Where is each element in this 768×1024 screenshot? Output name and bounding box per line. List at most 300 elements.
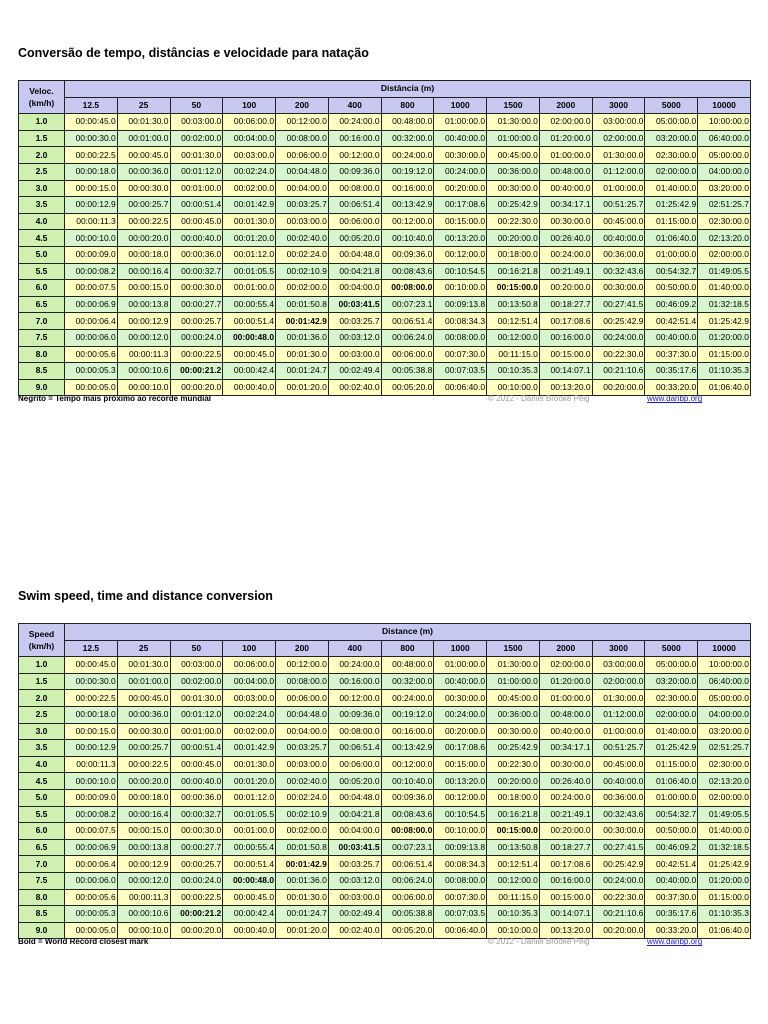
time-cell: 00:10:54.5 [434,263,487,280]
time-cell: 00:00:27.7 [170,839,223,856]
time-cell: 02:00:00.0 [698,246,751,263]
time-cell: 01:25:42.9 [698,856,751,873]
time-cell: 00:05:20.0 [328,773,381,790]
table-row [19,806,751,823]
time-cell: 00:00:08.2 [65,263,118,280]
time-cell: 01:12:00.0 [592,706,645,723]
time-cell: 00:50:00.0 [645,280,698,297]
time-cell: 00:00:16.4 [117,263,170,280]
time-cell: 00:00:36.0 [117,163,170,180]
time-cell: 00:05:20.0 [381,922,434,939]
table-row [19,379,751,396]
time-cell: 00:32:43.6 [592,806,645,823]
time-cell: 00:03:12.0 [328,329,381,346]
time-cell: 00:00:30.0 [117,723,170,740]
time-cell: 00:01:05.5 [223,263,276,280]
time-cell: 00:04:21.8 [328,263,381,280]
time-cell: 00:08:00.0 [328,180,381,197]
time-cell: 01:20:00.0 [539,673,592,690]
time-cell: 00:00:20.0 [117,773,170,790]
time-cell: 03:00:00.0 [592,657,645,674]
time-cell: 00:01:00.0 [170,180,223,197]
time-cell: 00:03:25.7 [328,856,381,873]
time-cell: 00:00:16.4 [117,806,170,823]
time-cell: 00:25:42.9 [487,197,540,214]
time-cell: 00:26:40.0 [539,230,592,247]
time-cell: 01:49:05.5 [698,263,751,280]
time-cell: 00:00:51.4 [223,856,276,873]
time-cell: 00:22:30.0 [487,756,540,773]
speed-cell: 8.5 [19,906,65,923]
time-cell: 05:00:00.0 [645,114,698,131]
time-cell: 00:00:06.9 [65,839,118,856]
time-cell: 01:30:00.0 [487,657,540,674]
time-cell: 00:03:25.7 [276,740,329,757]
time-cell: 00:05:20.0 [381,379,434,396]
speed-cell: 5.5 [19,806,65,823]
time-cell: 00:40:00.0 [539,180,592,197]
distance-header-cell: 50 [170,640,223,657]
time-cell: 00:06:51.4 [381,313,434,330]
table-row [19,296,751,313]
time-cell: 00:24:00.0 [381,147,434,164]
time-cell: 00:00:24.0 [170,329,223,346]
distance-header-cell: 25 [117,97,170,114]
copyright-text: © 2012 - Daniel Brooke Peig [488,937,590,947]
time-cell: 00:00:11.3 [117,889,170,906]
time-cell: 03:20:00.0 [645,130,698,147]
time-cell: 00:22:30.0 [592,346,645,363]
time-cell: 00:16:21.8 [487,263,540,280]
time-cell: 00:25:42.9 [592,313,645,330]
distance-header-cell: 1000 [434,640,487,657]
time-cell: 00:00:12.0 [117,872,170,889]
time-cell: 01:40:00.0 [645,723,698,740]
time-cell: 00:05:38.8 [381,363,434,380]
time-cell: 00:06:00.0 [381,889,434,906]
time-cell: 00:06:00.0 [223,657,276,674]
speed-cell: 2.5 [19,706,65,723]
table-row [19,889,751,906]
time-cell: 04:00:00.0 [698,163,751,180]
time-cell: 00:45:00.0 [592,213,645,230]
time-cell: 00:00:51.4 [170,740,223,757]
time-cell: 01:10:35.3 [698,363,751,380]
time-cell: 03:20:00.0 [698,180,751,197]
time-cell: 00:00:42.4 [223,363,276,380]
time-cell: 00:46:09.2 [645,296,698,313]
time-cell: 00:33:20.0 [645,379,698,396]
time-cell: 00:00:22.5 [117,756,170,773]
speed-cell: 7.0 [19,856,65,873]
time-cell: 00:07:03.5 [434,363,487,380]
speed-cell: 5.0 [19,789,65,806]
table-row [19,363,751,380]
speed-cell: 6.5 [19,296,65,313]
time-cell: 00:15:00.0 [434,756,487,773]
time-cell: 00:20:00.0 [487,773,540,790]
time-cell: 00:06:51.4 [328,740,381,757]
time-cell: 00:00:36.0 [117,706,170,723]
time-cell: 00:42:51.4 [645,856,698,873]
time-cell: 00:17:08.6 [434,197,487,214]
time-cell: 01:25:42.9 [698,313,751,330]
time-cell: 00:01:42.9 [276,313,329,330]
time-cell: 00:00:06.4 [65,856,118,873]
time-cell: 01:20:00.0 [698,329,751,346]
speed-cell: 6.0 [19,280,65,297]
time-cell: 00:03:00.0 [223,690,276,707]
time-cell: 00:10:40.0 [381,230,434,247]
time-cell: 00:06:51.4 [381,856,434,873]
time-cell: 00:06:51.4 [328,197,381,214]
time-cell: 00:34:17.1 [539,740,592,757]
table-row [19,246,751,263]
time-cell: 00:08:43.6 [381,263,434,280]
time-cell: 00:04:48.0 [276,163,329,180]
time-cell: 00:00:51.4 [170,197,223,214]
time-cell: 00:10:40.0 [381,773,434,790]
time-cell: 00:17:08.6 [539,313,592,330]
time-cell: 00:40:00.0 [645,329,698,346]
time-cell: 00:27:41.5 [592,839,645,856]
time-cell: 00:02:40.0 [328,922,381,939]
time-cell: 00:27:41.5 [592,296,645,313]
speed-cell: 1.0 [19,114,65,131]
time-cell: 00:02:10.9 [276,806,329,823]
time-cell: 00:34:17.1 [539,197,592,214]
time-cell: 00:30:00.0 [539,213,592,230]
speed-cell: 7.5 [19,329,65,346]
time-cell: 00:04:21.8 [328,806,381,823]
time-cell: 10:00:00.0 [698,657,751,674]
time-cell: 00:01:20.0 [223,230,276,247]
time-cell: 06:40:00.0 [698,673,751,690]
time-cell: 00:10:54.5 [434,806,487,823]
time-cell: 00:24:00.0 [539,246,592,263]
time-cell: 00:24:00.0 [434,706,487,723]
time-cell: 00:06:00.0 [328,213,381,230]
time-cell: 00:00:22.5 [65,690,118,707]
distance-header-cell: 200 [276,640,329,657]
distance-header-cell: 10000 [698,640,751,657]
time-cell: 00:10:00.0 [434,280,487,297]
time-cell: 00:00:15.0 [117,823,170,840]
time-cell: 00:00:22.5 [170,346,223,363]
time-cell: 00:07:23.1 [381,839,434,856]
time-cell: 00:26:40.0 [539,773,592,790]
time-cell: 01:00:00.0 [487,130,540,147]
time-cell: 00:04:00.0 [223,673,276,690]
distance-header-cell: 200 [276,97,329,114]
time-cell: 00:12:00.0 [487,872,540,889]
speed-cell: 5.0 [19,246,65,263]
time-cell: 02:30:00.0 [645,147,698,164]
time-cell: 00:40:00.0 [434,673,487,690]
time-cell: 00:13:42.9 [381,197,434,214]
time-cell: 03:00:00.0 [592,114,645,131]
time-cell: 01:06:40.0 [645,773,698,790]
time-cell: 00:00:18.0 [65,706,118,723]
distance-header-cell: 2000 [539,97,592,114]
distance-header-cell: 800 [381,97,434,114]
time-cell: 00:00:05.0 [65,922,118,939]
time-cell: 00:40:00.0 [539,723,592,740]
time-cell: 00:40:00.0 [434,130,487,147]
time-cell: 00:02:40.0 [276,230,329,247]
time-cell: 01:40:00.0 [698,823,751,840]
time-cell: 00:07:23.1 [381,296,434,313]
time-cell: 00:03:41.5 [328,296,381,313]
time-cell: 00:36:00.0 [487,163,540,180]
speed-cell: 3.0 [19,723,65,740]
table-row [19,823,751,840]
time-cell: 06:40:00.0 [698,130,751,147]
time-cell: 00:40:00.0 [592,773,645,790]
time-cell: 00:24:00.0 [434,163,487,180]
time-cell: 00:15:00.0 [434,213,487,230]
time-cell: 00:15:00.0 [487,280,540,297]
time-cell: 00:04:48.0 [328,789,381,806]
time-cell: 00:00:11.3 [65,213,118,230]
time-cell: 00:11:15.0 [487,346,540,363]
time-cell: 00:01:12.0 [170,706,223,723]
time-cell: 00:04:00.0 [328,823,381,840]
time-cell: 00:00:22.5 [170,889,223,906]
section-portuguese [18,46,751,408]
time-cell: 00:02:00.0 [170,673,223,690]
time-cell: 00:02:40.0 [276,773,329,790]
table-row [19,740,751,757]
table-row [19,130,751,147]
time-cell: 00:54:32.7 [645,806,698,823]
table-footer [18,939,751,951]
time-cell: 00:25:42.9 [592,856,645,873]
time-cell: 00:24:00.0 [328,657,381,674]
time-cell: 00:01:30.0 [117,114,170,131]
time-cell: 00:30:00.0 [434,147,487,164]
time-cell: 01:15:00.0 [645,756,698,773]
table-row [19,147,751,164]
time-cell: 02:51:25.7 [698,197,751,214]
table-row [19,313,751,330]
time-cell: 00:00:10.6 [117,363,170,380]
table-row [19,197,751,214]
time-cell: 05:00:00.0 [698,147,751,164]
time-cell: 01:15:00.0 [698,346,751,363]
time-cell: 00:09:36.0 [381,789,434,806]
time-cell: 00:08:00.0 [276,130,329,147]
time-cell: 00:00:12.9 [65,197,118,214]
website-link[interactable]: www.danbp.org [647,937,703,947]
time-cell: 00:48:00.0 [381,657,434,674]
time-cell: 00:00:11.3 [117,346,170,363]
table-row [19,756,751,773]
time-cell: 00:02:10.9 [276,263,329,280]
time-cell: 00:10:35.3 [487,363,540,380]
speed-cell: 8.0 [19,889,65,906]
time-cell: 00:00:05.3 [65,906,118,923]
time-cell: 00:30:00.0 [487,180,540,197]
page-title: Conversão de tempo, distâncias e velocidade para natação [18,46,369,60]
time-cell: 00:50:00.0 [645,823,698,840]
distance-header-cell: 3000 [592,640,645,657]
time-cell: 00:15:00.0 [539,889,592,906]
speed-header-line2: (km/h) [28,641,55,652]
time-cell: 00:01:42.9 [223,740,276,757]
time-cell: 00:24:00.0 [539,789,592,806]
time-cell: 00:00:25.7 [170,313,223,330]
time-cell: 00:06:00.0 [328,756,381,773]
time-cell: 00:00:40.0 [170,773,223,790]
speed-cell: 4.0 [19,756,65,773]
speed-cell: 7.5 [19,872,65,889]
conversion-table [18,80,751,396]
time-cell: 00:00:30.0 [65,673,118,690]
time-cell: 00:10:00.0 [487,922,540,939]
time-cell: 00:01:50.8 [276,839,329,856]
time-cell: 00:00:10.0 [65,230,118,247]
time-cell: 00:08:00.0 [381,823,434,840]
time-cell: 00:01:30.0 [223,756,276,773]
time-cell: 00:00:45.0 [170,756,223,773]
time-cell: 00:16:21.8 [487,806,540,823]
time-cell: 01:00:00.0 [434,114,487,131]
time-cell: 00:12:00.0 [487,329,540,346]
time-cell: 00:08:00.0 [276,673,329,690]
time-cell: 00:00:09.0 [65,246,118,263]
distance-header-cell: 50 [170,97,223,114]
table-row [19,789,751,806]
time-cell: 00:04:00.0 [223,130,276,147]
time-cell: 00:09:13.8 [434,296,487,313]
time-cell: 00:08:34.3 [434,856,487,873]
time-cell: 00:01:30.0 [170,690,223,707]
speed-cell: 2.0 [19,147,65,164]
time-cell: 02:00:00.0 [698,789,751,806]
table-row [19,329,751,346]
time-cell: 00:32:43.6 [592,263,645,280]
time-cell: 00:00:32.7 [170,263,223,280]
speed-header-line1: Veloc. [29,86,54,97]
time-cell: 01:30:00.0 [487,114,540,131]
copyright-text: © 2012 - Daniel Brooke Peig [488,394,590,404]
time-cell: 00:07:03.5 [434,906,487,923]
time-cell: 00:54:32.7 [645,263,698,280]
page-title: Swim speed, time and distance conversion [18,589,273,603]
time-cell: 00:20:00.0 [539,280,592,297]
time-cell: 00:12:00.0 [434,246,487,263]
time-cell: 00:13:20.0 [539,379,592,396]
time-cell: 00:03:00.0 [170,114,223,131]
distance-header-cell: 5000 [645,97,698,114]
time-cell: 00:03:25.7 [328,313,381,330]
table-row [19,346,751,363]
time-cell: 00:45:00.0 [487,690,540,707]
time-cell: 00:03:00.0 [170,657,223,674]
time-cell: 00:00:06.4 [65,313,118,330]
speed-cell: 8.5 [19,363,65,380]
time-cell: 00:04:00.0 [276,180,329,197]
speed-header-line1: Speed [28,629,55,640]
time-cell: 00:01:12.0 [223,789,276,806]
time-cell: 00:00:45.0 [117,690,170,707]
time-cell: 00:00:13.8 [117,296,170,313]
time-cell: 00:12:00.0 [381,213,434,230]
time-cell: 00:20:00.0 [434,180,487,197]
time-cell: 00:35:17.6 [645,363,698,380]
time-cell: 00:06:40.0 [434,379,487,396]
distance-header: Distance (m) [65,624,751,641]
time-cell: 00:02:24.0 [223,163,276,180]
speed-cell: 1.5 [19,130,65,147]
speed-cell: 3.5 [19,740,65,757]
distance-header-cell: 3000 [592,97,645,114]
time-cell: 01:40:00.0 [645,180,698,197]
time-cell: 00:19:12.0 [381,706,434,723]
time-cell: 00:00:45.0 [117,147,170,164]
website-link[interactable]: www.danbp.org [647,394,703,404]
time-cell: 00:40:00.0 [592,230,645,247]
time-cell: 00:03:00.0 [223,147,276,164]
time-cell: 00:00:27.7 [170,296,223,313]
time-cell: 03:20:00.0 [698,723,751,740]
time-cell: 01:20:00.0 [539,130,592,147]
time-cell: 00:22:30.0 [592,889,645,906]
time-cell: 00:20:00.0 [592,922,645,939]
time-cell: 00:03:00.0 [276,756,329,773]
time-cell: 00:06:00.0 [276,147,329,164]
time-cell: 00:00:55.4 [223,296,276,313]
time-cell: 00:30:00.0 [592,280,645,297]
time-cell: 00:20:00.0 [539,823,592,840]
time-cell: 00:21:10.6 [592,906,645,923]
time-cell: 00:01:12.0 [170,163,223,180]
table-row [19,773,751,790]
time-cell: 00:00:45.0 [170,213,223,230]
time-cell: 02:00:00.0 [539,657,592,674]
time-cell: 00:14:07.1 [539,906,592,923]
time-cell: 00:17:08.6 [539,856,592,873]
time-cell: 00:33:20.0 [645,922,698,939]
time-cell: 00:00:09.0 [65,789,118,806]
table-row [19,922,751,939]
speed-cell: 9.0 [19,922,65,939]
time-cell: 00:00:10.0 [65,773,118,790]
time-cell: 00:02:00.0 [170,130,223,147]
time-cell: 00:09:36.0 [328,706,381,723]
time-cell: 00:00:36.0 [170,246,223,263]
time-cell: 01:06:40.0 [645,230,698,247]
time-cell: 00:00:21.2 [170,906,223,923]
time-cell: 01:30:00.0 [592,147,645,164]
distance-header-cell: 100 [223,640,276,657]
time-cell: 00:06:24.0 [381,872,434,889]
time-cell: 01:40:00.0 [698,280,751,297]
time-cell: 00:00:15.0 [117,280,170,297]
time-cell: 00:00:10.0 [117,922,170,939]
time-cell: 00:01:30.0 [223,213,276,230]
time-cell: 00:32:00.0 [381,673,434,690]
time-cell: 00:00:11.3 [65,756,118,773]
time-cell: 00:09:36.0 [381,246,434,263]
time-cell: 00:01:50.8 [276,296,329,313]
time-cell: 00:18:00.0 [487,789,540,806]
time-cell: 00:01:12.0 [223,246,276,263]
time-cell: 00:15:00.0 [487,823,540,840]
speed-cell: 8.0 [19,346,65,363]
time-cell: 00:02:24.0 [223,706,276,723]
